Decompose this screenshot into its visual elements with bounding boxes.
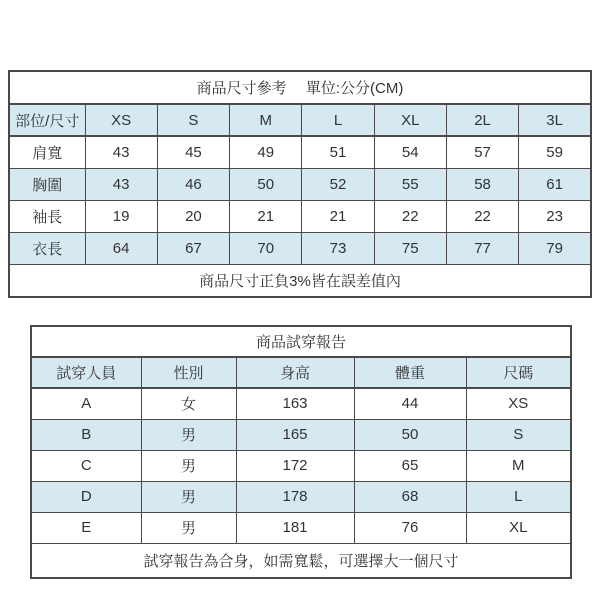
fitting-row-c (31, 450, 571, 481)
fitting-report-table (30, 325, 572, 579)
fitting-table-title-row (31, 326, 571, 357)
size-table-title-row (9, 71, 591, 104)
fitter-id: D (31, 481, 141, 512)
fitter-weight: 65 (354, 450, 466, 481)
size-header-2l: 2L (446, 104, 518, 136)
fitter-gender: 男 (141, 512, 236, 543)
fitting-table-header-row (31, 357, 571, 388)
size-row-length (9, 232, 591, 264)
fitter-height: 163 (236, 388, 354, 419)
size-value: 23 (519, 200, 591, 232)
fitter-height: 181 (236, 512, 354, 543)
fitter-weight: 76 (354, 512, 466, 543)
size-value: 59 (519, 136, 591, 168)
size-value: 52 (302, 168, 374, 200)
size-row-chest (9, 168, 591, 200)
fitter-size: XL (466, 512, 571, 543)
fitter-weight: 68 (354, 481, 466, 512)
fitter-gender: 男 (141, 419, 236, 450)
measure-label: 胸圍 (9, 168, 85, 200)
fitter-weight: 50 (354, 419, 466, 450)
fitting-row-d (31, 481, 571, 512)
size-header-s: S (157, 104, 229, 136)
size-value: 45 (157, 136, 229, 168)
fitting-header-gender: 性別 (141, 357, 236, 388)
size-value: 61 (519, 168, 591, 200)
size-value: 21 (230, 200, 302, 232)
size-table-title: 商品尺寸參考 單位:公分(CM) (9, 71, 591, 104)
size-value: 57 (446, 136, 518, 168)
measure-label: 衣長 (9, 232, 85, 264)
size-value: 49 (230, 136, 302, 168)
size-value: 77 (446, 232, 518, 264)
size-value: 19 (85, 200, 157, 232)
fitter-id: C (31, 450, 141, 481)
size-value: 54 (374, 136, 446, 168)
size-header-xl: XL (374, 104, 446, 136)
size-value: 55 (374, 168, 446, 200)
fitting-row-e (31, 512, 571, 543)
fitter-weight: 44 (354, 388, 466, 419)
fitter-height: 165 (236, 419, 354, 450)
fitting-row-b (31, 419, 571, 450)
size-value: 43 (85, 168, 157, 200)
fitting-header-weight: 體重 (354, 357, 466, 388)
size-table-footnote-row (9, 264, 591, 297)
fitter-gender: 男 (141, 481, 236, 512)
fitter-size: S (466, 419, 571, 450)
size-value: 79 (519, 232, 591, 264)
fitting-header-size: 尺碼 (466, 357, 571, 388)
size-row-sleeve (9, 200, 591, 232)
fitter-size: L (466, 481, 571, 512)
size-value: 70 (230, 232, 302, 264)
fitter-height: 172 (236, 450, 354, 481)
size-row-shoulder (9, 136, 591, 168)
fitter-size: M (466, 450, 571, 481)
size-table-footnote: 商品尺寸正負3%皆在誤差值內 (9, 264, 591, 297)
size-value: 46 (157, 168, 229, 200)
fitting-header-height: 身高 (236, 357, 354, 388)
size-reference-table (8, 70, 592, 298)
size-header-xs: XS (85, 104, 157, 136)
size-value: 20 (157, 200, 229, 232)
fitter-gender: 女 (141, 388, 236, 419)
size-header-m: M (230, 104, 302, 136)
size-value: 67 (157, 232, 229, 264)
fitting-table-title: 商品試穿報告 (31, 326, 571, 357)
size-header-3l: 3L (519, 104, 591, 136)
size-header-l: L (302, 104, 374, 136)
fitting-row-a (31, 388, 571, 419)
size-value: 22 (374, 200, 446, 232)
size-header-part: 部位/尺寸 (9, 104, 85, 136)
fitting-table-footnote: 試穿報告為合身，如需寬鬆，可選擇大一個尺寸 (31, 543, 571, 578)
size-value: 22 (446, 200, 518, 232)
fitter-gender: 男 (141, 450, 236, 481)
fitter-height: 178 (236, 481, 354, 512)
fitting-header-person: 試穿人員 (31, 357, 141, 388)
size-value: 75 (374, 232, 446, 264)
fitter-id: E (31, 512, 141, 543)
size-value: 64 (85, 232, 157, 264)
size-table-header-row (9, 104, 591, 136)
measure-label: 肩寬 (9, 136, 85, 168)
fitter-id: B (31, 419, 141, 450)
size-value: 43 (85, 136, 157, 168)
measure-label: 袖長 (9, 200, 85, 232)
fitter-size: XS (466, 388, 571, 419)
size-value: 21 (302, 200, 374, 232)
size-value: 51 (302, 136, 374, 168)
fitter-id: A (31, 388, 141, 419)
size-value: 58 (446, 168, 518, 200)
fitting-table-footnote-row (31, 543, 571, 578)
size-value: 50 (230, 168, 302, 200)
size-value: 73 (302, 232, 374, 264)
